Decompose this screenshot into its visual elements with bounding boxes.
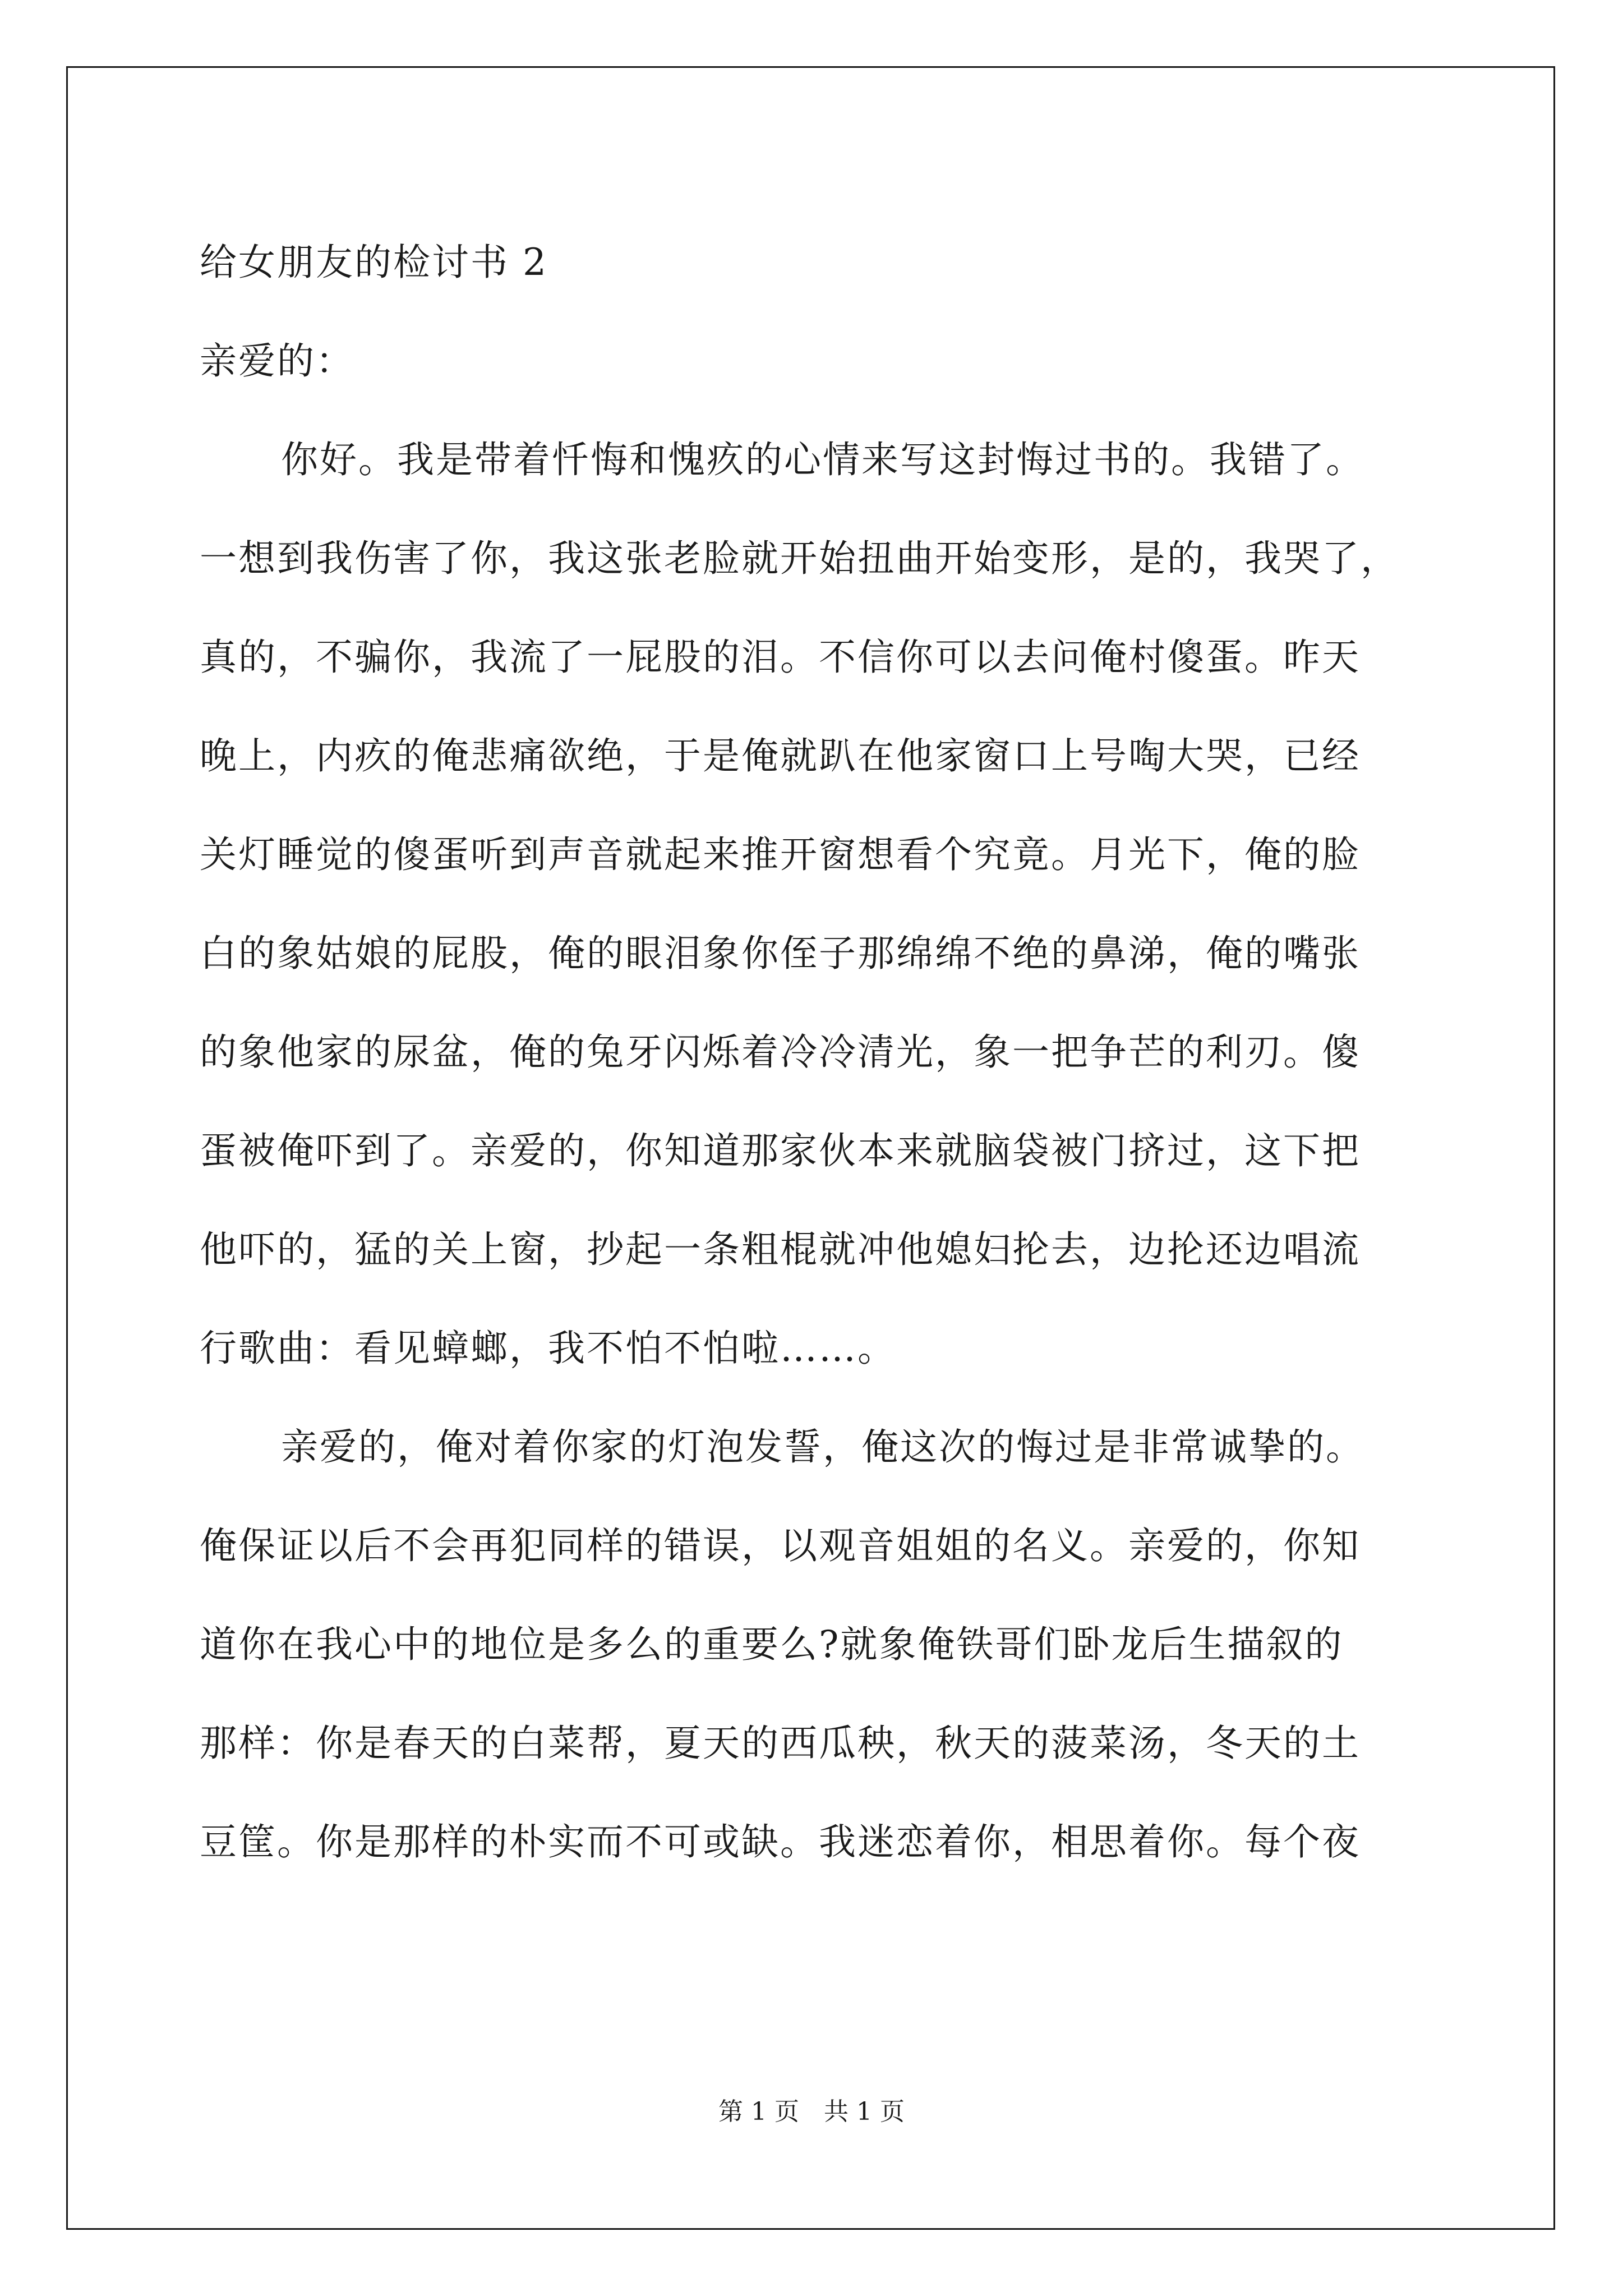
- paragraph-1-line: 关灯睡觉的傻蛋听到声音就起来推开窗想看个究竟。月光下，俺的脸: [200, 833, 1361, 876]
- paragraph-1-line: 他吓的，猛的关上窗，抄起一条粗棍就冲他媳妇抡去，边抡还边唱流: [200, 1228, 1361, 1271]
- document-title: 给女朋友的检讨书 2: [200, 241, 548, 284]
- paragraph-1-line: 你好。我是带着忏悔和愧疚的心情来写这封悔过书的。我错了。: [281, 438, 1364, 481]
- page-footer: 第 1 页 共 1 页: [718, 2097, 905, 2126]
- paragraph-1-line: 晚上，内疚的俺悲痛欲绝，于是俺就趴在他家窗口上号啕大哭，已经: [200, 734, 1361, 777]
- paragraph-1-line: 真的，不骗你，我流了一屁股的泪。不信你可以去问俺村傻蛋。昨天: [200, 636, 1361, 679]
- paragraph-1-line: 蛋被俺吓到了。亲爱的，你知道那家伙本来就脑袋被门挤过，这下把: [200, 1129, 1361, 1172]
- salutation: 亲爱的：: [200, 339, 354, 383]
- paragraph-1-line: 白的象姑娘的屁股，俺的眼泪象你侄子那绵绵不绝的鼻涕，俺的嘴张: [200, 932, 1361, 975]
- document-body: [200, 213, 1433, 1892]
- paragraph-2-line: 俺保证以后不会再犯同样的错误，以观音姐姐的名义。亲爱的，你知: [200, 1524, 1361, 1567]
- paragraph-2-line: 亲爱的，俺对着你家的灯泡发誓，俺这次的悔过是非常诚挚的。: [281, 1425, 1364, 1469]
- paragraph-2-line: 那样：你是春天的白菜帮，夏天的西瓜秧，秋天的菠菜汤，冬天的土: [200, 1722, 1361, 1765]
- paragraph-1-line: 一想到我伤害了你，我这张老脸就开始扭曲开始变形，是的，我哭了，: [200, 537, 1399, 580]
- paragraph-1-line: 行歌曲：看见蟑螂，我不怕不怕啦……。: [200, 1327, 896, 1370]
- paragraph-2-line: 豆筐。你是那样的朴实而不可或缺。我迷恋着你，相思着你。每个夜: [200, 1820, 1361, 1864]
- paragraph-2-line: 道你在我心中的地位是多么的重要么?就象俺铁哥们卧龙后生描叙的: [200, 1623, 1344, 1666]
- paragraph-1-line: 的象他家的尿盆，俺的兔牙闪烁着冷冷清光，象一把争芒的利刃。傻: [200, 1030, 1361, 1074]
